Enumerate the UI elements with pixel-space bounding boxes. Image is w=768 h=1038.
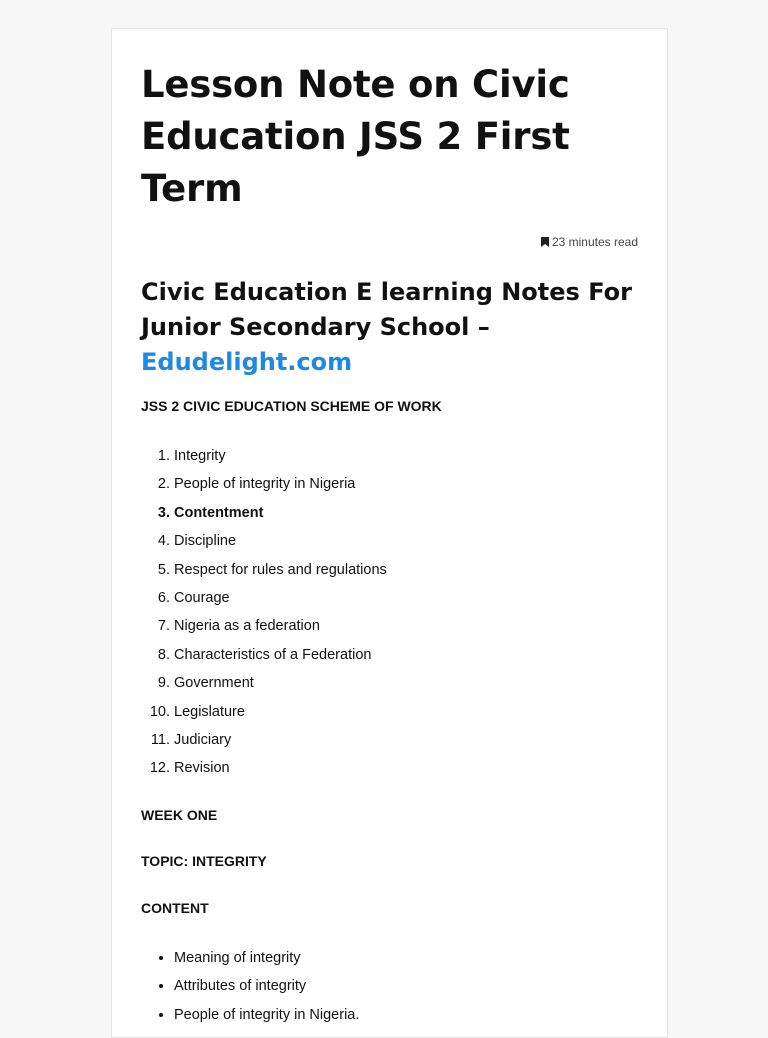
reading-time-text: 23 minutes read [551, 235, 638, 249]
bookmark-icon [541, 237, 549, 247]
topic-heading: TOPIC: INTEGRITY [141, 852, 267, 869]
article-body [112, 59, 667, 1030]
list-item: 11. Judiciary [174, 726, 638, 754]
site-link[interactable]: Edudelight.com [141, 348, 353, 376]
list-item: • People of integrity in Nigeria. [174, 1001, 638, 1030]
subtitle-text: Civic Education E learning Notes For Junior Secondary School – [141, 278, 632, 341]
article-card [111, 28, 668, 1038]
list-item: 9. Government [174, 669, 638, 697]
list-item: 8. Characteristics of a Federation [174, 641, 638, 669]
page-title: Lesson Note on Civic Education JSS 2 First Term [141, 63, 570, 210]
list-item: 10. Legislature [174, 698, 638, 726]
list-item: 4. Discipline [174, 527, 638, 555]
list-item: 1. Integrity [174, 442, 638, 470]
list-item: • Meaning of integrity [174, 944, 638, 973]
list-item: 3. Contentment [174, 499, 638, 527]
list-item: 6. Courage [174, 584, 638, 612]
reading-time [141, 235, 638, 249]
list-item: 5. Respect for rules and regulations [174, 556, 638, 584]
list-item: 7. Nigeria as a federation [174, 612, 638, 640]
content-heading: CONTENT [141, 899, 209, 916]
list-item: 12. Revision [174, 754, 638, 782]
scheme-heading: JSS 2 CIVIC EDUCATION SCHEME OF WORK [141, 398, 442, 414]
list-item: • Attributes of integrity [174, 972, 638, 1001]
article-subtitle [141, 275, 638, 380]
list-item: 2. People of integrity in Nigeria [174, 470, 638, 498]
scheme-list [141, 442, 638, 783]
content-list [141, 944, 638, 1030]
week-heading: WEEK ONE [141, 806, 218, 823]
